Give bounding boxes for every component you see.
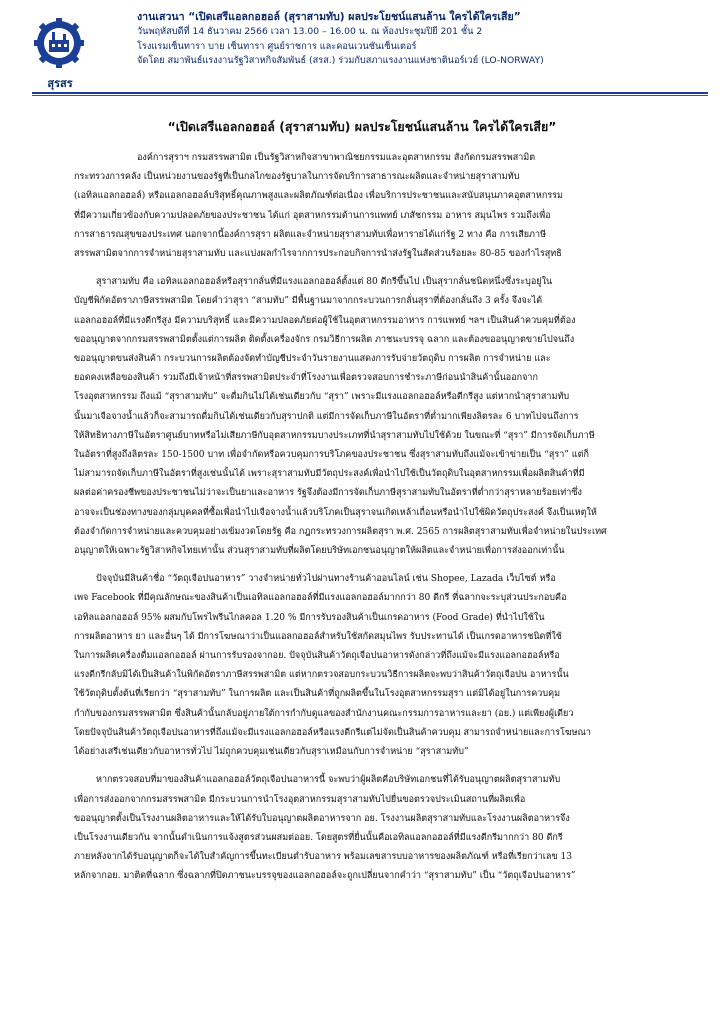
document-title: “เปิดเสรีแอลกอฮอล์ (สุราสามทับ) ผลประโยชน์แสนล้าน ใครได้ใครเสีย” (167, 119, 557, 134)
document-header (0, 0, 724, 90)
paragraph-line: สรรพสามิตจากการจำหน่ายสุราสามทับ และแบ่งผลกำไรจากการประกอบกิจการนำส่งรัฐในสัดส่วนร้อยละ 80-85 ของกำไรสุทธิ (74, 249, 562, 260)
paragraph-line: เอทิลแอลกอฮอล์ 95% ผสมกับโพรไพรีนไกลคอล 1.20 % มีการรับรองสินค้าเป็นเกรดอาหาร (Food Grade) ที่นำไปใช้ใน (74, 612, 545, 623)
paragraph-line: แอลกอฮอล์ที่มีแรงดีกรีสูง มีความบริสุทธิ์ และมีความปลอดภัยต่อผู้ใช้ในอุตสาหกรรมอาหาร การแพทย์ ฯลฯ เป็นสินค้าควบคุมที่ต้อง (74, 315, 576, 326)
paragraph-line: ขออนุญาตตั้งเป็นโรงงานผลิตอาหารและให้ได้รับใบอนุญาตผลิตอาหารจาก อย. โรงงานผลิตสุราสามทับและโรงงานผลิตอาหารจึง (74, 813, 570, 824)
paragraph-line: หากตรวจสอบที่มาของสินค้าแอลกอฮอล์วัตถุเจือปนอาหารนี้ จะพบว่าผู้ผลิตคือบริษัทเอกชนที่ได้รับอนุญาตผลิตสุราสามทับ (96, 775, 561, 786)
paragraph-line: ให้สิทธิทางภาษีในอัตราศูนย์บาทหรือไม่เสียภาษีกับอุตสาหกรรมบางประเภทที่นำสุราสามทับไปใช้ด้วย ในขณะที่ “สุรา” มีการจัดเก็บภาษี (74, 430, 595, 441)
paragraph-line: ต้องจำกัดการจำหน่ายและควบคุมอย่างเข้มงวดโดยรัฐ คือ กฎกระทรวงการผลิตสุรา พ.ศ. 2565 การผลิตสุราสามทับเพื่อจำหน่ายในประเทศ (74, 526, 607, 537)
document-body (74, 149, 682, 896)
paragraph-line: บัญชีพิกัดอัตราภาษีสรรพสามิต โดยคำว่าสุรา “สามทับ” มีพื้นฐานมาจากกระบวนการกลั่นสุราที่ต้องกลั่นถึง 3 ครั้ง จึงจะได้ (74, 296, 543, 307)
paragraph-line: ผลต่อค่าครองชีพของประชาชนไม่ว่าจะเป็นยาและอาหาร รัฐจึงต้องมีการจัดเก็บภาษีสุราสามทับในอัตราที่ต่ำกว่าสุราหลายร้อยเท่าซึ่ง (74, 488, 582, 499)
header-divider-red (32, 95, 708, 96)
paragraph-line: ใช้วัตถุดิบตั้งต้นที่เรียกว่า “สุราสามทับ” ในการผลิต และเป็นสินค้าที่ถูกผลิตขึ้นในโรงอุตสาหกรรมสุรา แต่มิได้อยู่ในการควบคุม (74, 689, 561, 700)
event-organizer: จัดโดย สมาพันธ์แรงงานรัฐวิสาหกิจสัมพันธ์ (สรส.) ร่วมกับสภาแรงงานแห่งชาตินอร์เวย์ (LO-NORWAY) (137, 55, 544, 67)
paragraph-line: โดยปัจจุบันสินค้าวัตถุเจือปนอาหารที่ถึงแม้จะมีแรงแอลกอฮอล์หรือแรงดีกรีแต่ไม่จัดเป็นสินค้าควบคุม สามารถจำหน่ายและการโฆษณา (74, 727, 591, 738)
event-venue: โรงแรมเซ็นทารา บาย เซ็นทารา ศูนย์ราชการ และคอนเวนชันเซ็นเตอร์ (137, 40, 417, 52)
paragraph-line: ได้อย่างเสรีเช่นเดียวกับอาหารทั่วไป ไม่ถูกควบคุมเช่นเดียวกับสุราเหมือนกับการจำหน่าย “สุราสามทับ” (74, 747, 469, 758)
paragraph-line: ในการผลิตเครื่องดื่มแอลกอฮอล์ ผ่านการรับรองจากอย. ปัจจุบันสินค้าวัตถุเจือปนอาหารดังกล่าวที่ถึงแม้จะมีแรงแอลกอฮอล์หรือ (74, 651, 560, 662)
header-info (137, 10, 707, 69)
paragraph-line: หลักจากอย. มาติดที่ฉลาก ซึ่งฉลากที่ปิดภาชนะบรรจุของแอลกอฮอล์จะถูกเปลี่ยนจากคำว่า “สุราสามทับ” เป็น “วัตถุเจือปนอาหาร” (74, 871, 576, 882)
paragraph-line: กำกับของกรมสรรพสามิต ซึ่งสินค้านั้นกลับอยู่ภายใต้การกำกับดูแลของสำนักงานคณะกรรมการอาหารและยา (อย.) แต่เพียงผู้เดียว (74, 708, 574, 719)
logo-caption: สุรสร (47, 77, 73, 90)
paragraph-line: นั้นมาเจือจางน้ำแล้วก็จะสามารถดื่มกินได้เช่นเดียวกับสุราปกติ แต่มีการจัดเก็บภาษีในอัตราที่ต่ำมากเพียงลิตรละ 6 บาทไปจนถึงการ (74, 411, 579, 422)
paragraph-line: (เอทิลแอลกอฮอล์) หรือแอลกอฮอล์บริสุทธิ์คุณภาพสูงและผลิตภัณฑ์ต่อเนื่อง เพื่อบริการประชาชนและสนับสนุนภาคอุตสาหกรรม (74, 191, 564, 202)
paragraph-line: การผลิตอาหาร ยา และอื่นๆ ได้ มีการโฆษณาว่าเป็นแอลกอฮอล์สำหรับใช้สกัดสมุนไพร รับประทานได้ เป็นเกรดอาหารชนิดที่ใช้ (74, 631, 562, 642)
paragraph-3 (74, 570, 682, 762)
header-divider-blue (32, 92, 708, 94)
paragraph-line: เพื่อการส่งออกจากกรมสรรพสามิต มีกระบวนการนำโรงอุตสาหกรรมสุราสามทับไปยื่นขอตรวจประเมินสถานที่ผลิตเพื่อ (74, 794, 526, 805)
event-datetime: วันพฤหัสบดีที่ 14 ธันวาคม 2566 เวลา 13.00 – 16.00 น. ณ ห้องประชุมปิยี 201 ชั้น 2 (137, 25, 483, 37)
paragraph-line: แรงดีกรีกลับมิได้เป็นสินค้าในพิกัดอัตราภาษีสรรพสามิต แต่หากตรวจสอบกระบวนวิธีการผลิตจะพบว่าสินค้าวัตถุเจือปน อาหารนั้น (74, 670, 569, 681)
paragraph-line: เพจ Facebook ที่มีคุณลักษณะของสินค้าเป็นเอทิลแอลกอฮอล์ที่มีแรงแอลกอฮอล์มากกว่า 80 ดีกรี ที่ฉลากจะระบุส่วนประกอบคือ (74, 593, 567, 604)
paragraph-line: ยอดคงเหลือของสินค้า รวมถึงมีเจ้าหน้าที่สรรพสามิตประจำที่โรงงานเพื่อตรวจสอบการชำระภาษีก่อนนำสินค้านั้นออกจาก (74, 373, 538, 384)
paragraph-line: ขออนุญาตขนส่งสินค้า กระบวนการผลิตต้องจัดทำบัญชีประจำวันรายงานแสดงการรับจ่ายวัตถุดิบ การผลิต การจำหน่าย และ (74, 354, 551, 365)
paragraph-line: ไม่สามารถจัดเก็บภาษีในอัตราที่สูงเช่นนั้นได้ เพราะสุราสามทับมีวัตถุประสงค์เพื่อนำไปใช้เป็นวัตถุดิบในอุตสาหกรรมเพื่อผลิตสินค้าที่มี (74, 469, 585, 480)
paragraph-line: กระทรวงการคลัง เป็นหน่วยงานของรัฐที่เป็นกลไกของรัฐบาลในการจัดบริการสาธารณะผลิตและจำหน่ายสุราสามทับ (74, 172, 520, 183)
paragraph-line: ปัจจุบันมีสินค้าชื่อ “วัตถุเจือปนอาหาร” วางจำหน่ายทั่วไปผ่านทางร้านค้าออนไลน์ เช่น Shopee, Lazada เว็บไซต์ หรือ (96, 574, 556, 585)
paragraph-line: ที่มีความเกี่ยวข้องกับความปลอดภัยของประชาชน ได้แก่ อุตสาหกรรมด้านการแพทย์ เภสัชกรรม อาหาร สมุนไพร รวมถึงเพื่อ (74, 210, 551, 221)
paragraph-line: ในอัตราที่สูงถึงลิตรละ 150-1500 บาท เพื่อจำกัดหรือควบคุมการบริโภคของประชาชน ซึ่งสุราสามทับถึงแม้จะเข้าข่ายเป็น “สุรา” แต่ก็ (74, 450, 589, 461)
paragraph-line: เป็นโรงงานเดียวกัน จากนั้นดำเนินการแจ้งสูตรส่วนผสมต่ออย. โดยสูตรที่ยื่นนั้นคือเอทิลแอลกอฮอล์ที่มีแรงดีกรีมากกว่า 80 ดีกรี (74, 832, 563, 843)
paragraph-line: โรงอุตสาหกรรม ถึงแม้ “สุราสามทับ” จะดื่มกินไม่ได้เช่นเดียวกับ “สุรา” เพราะมีแรงแอลกอฮอล์หรือดีกรีสูง แต่หากนำสุราสามทับ (74, 392, 570, 403)
paragraph-2 (74, 273, 682, 561)
paragraph-line: ขออนุญาตจากกรมสรรพสามิตตั้งแต่การผลิต ติดตั้งเครื่องจักร กรมวิธีการผลิต ภาชนะบรรจุ ฉลาก และต้องขออนุญาตขายไปจนถึง (74, 334, 575, 345)
paragraph-line: องค์การสุราฯ กรมสรรพสามิต เป็นรัฐวิสาหกิจสาขาพาณิชยกรรมและอุตสาหกรรม สังกัดกรมสรรพสามิต (137, 153, 536, 163)
event-title: งานเสวนา “เปิดเสรีแอลกอฮอล์ (สุราสามทับ) ผลประโยชน์แสนล้าน ใครได้ใครเสีย” (137, 11, 521, 23)
paragraph-line: อนุญาตให้เฉพาะรัฐวิสาหกิจไทยเท่านั้น ส่วนสุราสามทับที่ผลิตโดยบริษัทเอกชนอนุญาตให้ผลิตและจำหน่ายเพื่อการส่งออกเท่านั้น (74, 546, 565, 557)
paragraph-4 (74, 771, 682, 886)
paragraph-line: สุราสามทับ คือ เอทิลแอลกอฮอล์หรือสุรากลั่นที่มีแรงแอลกอฮอล์ตั้งแต่ 80 ดีกรีขึ้นไป เป็นสุรากลั่นชนิดหนึ่งซึ่งระบุอยู่ใน (96, 277, 553, 288)
paragraph-1 (74, 149, 682, 264)
paragraph-line: การสาธารณสุขของประเทศ นอกจากนี้องค์การสุรา ผลิตและจำหน่ายสุราสามทับเพื่อหารายได้แก่รัฐ 2 ทาง คือ การเสียภาษี (74, 229, 547, 240)
paragraph-line: ภายหลังจากได้รับอนุญาตก็จะได้ใบสำคัญการขึ้นทะเบียนตำรับอาหาร พร้อมเลขสารบบอาหารของผลิตภัณฑ์ หรือที่เรียกว่าเลข 13 (74, 852, 573, 863)
paragraph-line: อาจจะเป็นช่องทางของกลุ่มบุคคลที่ซื้อเพื่อนำไปเจือจางน้ำแล้วบริโภคเป็นสุราจนเกิดเหล้าเถื่อนหรือนำไปใช้ผิดวัตถุประสงค์ จึงเป็นเหตุให้ (74, 507, 597, 518)
